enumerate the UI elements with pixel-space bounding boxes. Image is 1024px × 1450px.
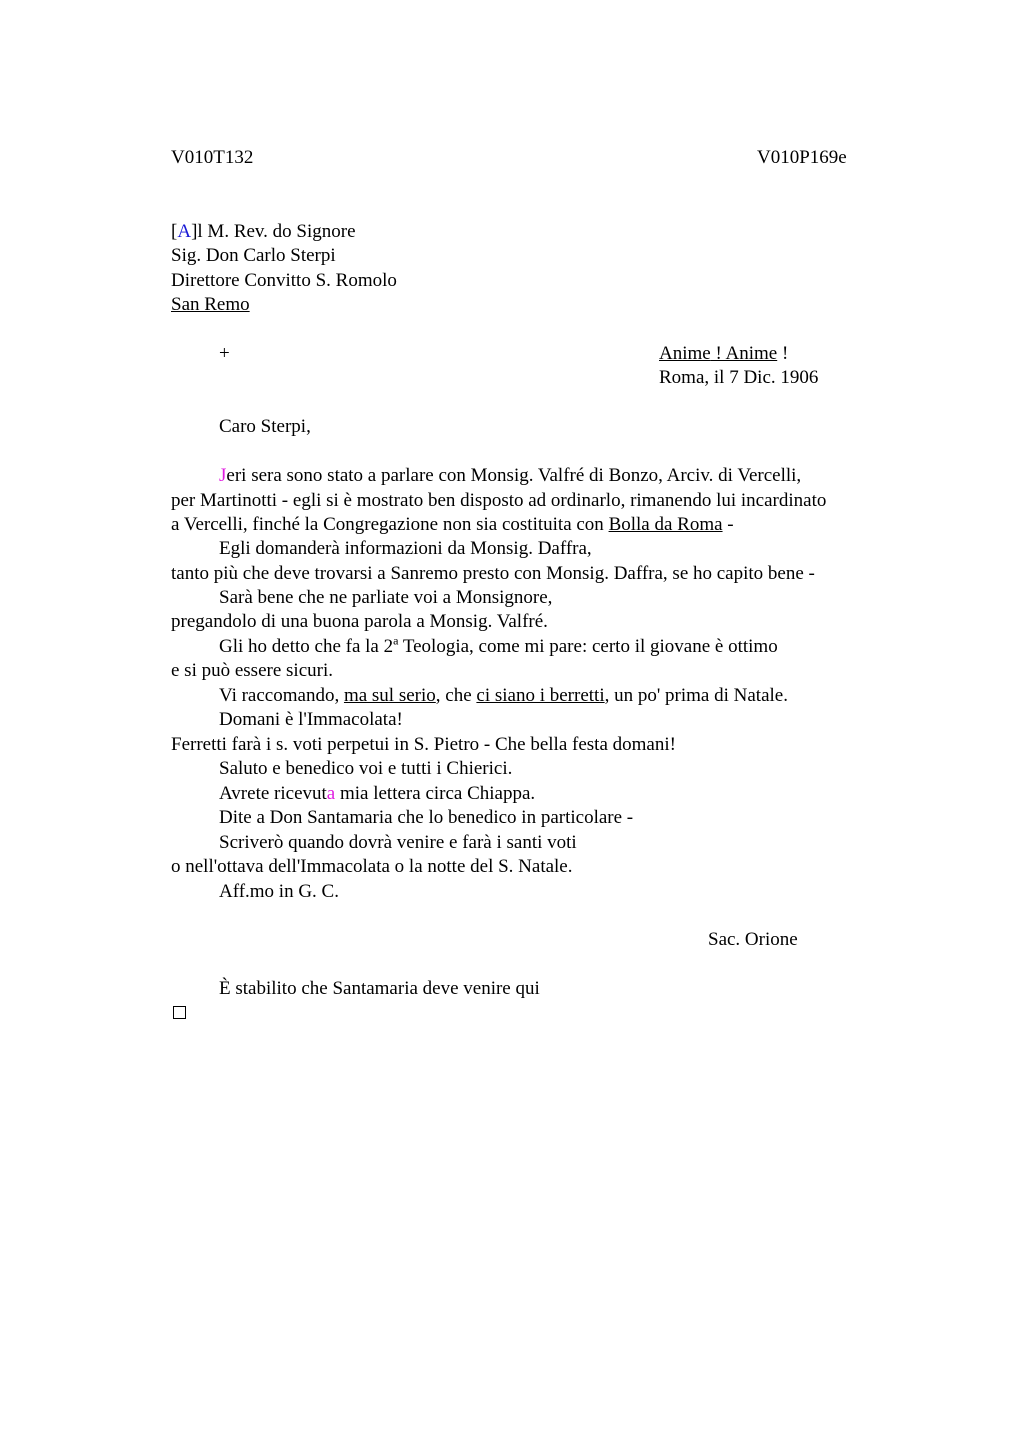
body-line-14-end: mia lettera circa Chiappa. <box>335 783 536 804</box>
address-city: San Remo <box>171 294 250 315</box>
body-line-3 <box>171 513 734 537</box>
signature: Sac. Orione <box>708 929 798 950</box>
body-line-14 <box>219 782 535 806</box>
body-line-13: Saluto e benedico voi e tutti i Chierici. <box>219 758 513 779</box>
body-line-8 <box>219 635 778 659</box>
closing: Aff.mo in G. C. <box>219 881 339 902</box>
restored-initial-j: J <box>219 465 227 486</box>
motto-word-1: Anime <box>659 343 711 364</box>
restored-letter-a: a <box>326 783 336 804</box>
postscript: È stabilito che Santamaria deve venire qui <box>219 978 540 999</box>
ma-sul-serio: ma sul serio <box>343 685 436 706</box>
body-line-11: Domani è l'Immacolata! <box>219 709 403 730</box>
motto <box>659 342 788 366</box>
body-line-3-end: - <box>722 514 734 535</box>
ci-siano-i-berretti: ci siano i berretti <box>476 685 605 706</box>
body-line-7: pregandolo di una buona parola a Monsig. Valfré. <box>171 611 548 632</box>
body-line-10-mid: , che <box>435 685 477 706</box>
body-line-10-start: Vi raccomando, <box>219 685 344 706</box>
motto-word-2: Anime <box>725 343 778 364</box>
body-line-1 <box>219 464 801 488</box>
body-line-5: tanto più che deve trovarsi a Sanremo presto con Monsig. Daffra, se ho capito bene - <box>171 563 815 584</box>
bolla-da-roma: Bolla da Roma <box>608 514 723 535</box>
empty-box-symbol <box>173 1006 186 1019</box>
body-line-6: Sarà bene che ne parliate voi a Monsignore, <box>219 587 553 608</box>
body-line-15: Dite a Don Santamaria che lo benedico in particolare - <box>219 807 634 828</box>
date-line: Roma, il 7 Dic. 1906 <box>659 367 819 388</box>
address-line-3: Direttore Convitto S. Romolo <box>171 270 397 291</box>
body-line-10-end: , un po' prima di Natale. <box>604 685 788 706</box>
ordinal-superscript: a <box>393 633 399 648</box>
address-line-1 <box>171 220 356 244</box>
cross-symbol: + <box>219 343 230 364</box>
body-line-4: Egli domanderà informazioni da Monsig. Daffra, <box>219 538 592 559</box>
motto-separator: ! <box>710 343 726 364</box>
body-line-17: o nell'ottava dell'Immacolata o la notte del S. Natale. <box>171 856 573 877</box>
document-code-left: V010T132 <box>171 147 254 168</box>
body-line-16: Scriverò quando dovrà venire e farà i santi voti <box>219 832 577 853</box>
motto-end: ! <box>777 343 789 364</box>
body-line-8-start: Gli ho detto che fa la 2 <box>219 636 394 657</box>
address-line-2: Sig. Don Carlo Sterpi <box>171 245 336 266</box>
document-code-right: V010P169e <box>757 147 847 168</box>
body-line-2: per Martinotti - egli si è mostrato ben disposto ad ordinarlo, rimanendo lui incardinato <box>171 490 827 511</box>
address-line-1-rest: ]l M. Rev. do Signore <box>191 221 356 242</box>
body-line-14-start: Avrete ricevut <box>219 783 327 804</box>
body-line-12: Ferretti farà i s. voti perpetui in S. Pietro - Che bella festa domani! <box>171 734 676 755</box>
body-line-9: e si può essere sicuri. <box>171 660 333 681</box>
restored-initial: A <box>177 221 192 242</box>
body-line-1-rest: eri sera sono stato a parlare con Monsig. Valfré di Bonzo, Arciv. di Vercelli, <box>226 465 802 486</box>
body-line-8-end: Teologia, come mi pare: certo il giovane è ottimo <box>398 636 778 657</box>
salutation: Caro Sterpi, <box>219 416 311 437</box>
body-line-10 <box>219 684 788 708</box>
body-line-3-start: a Vercelli, finché la Congregazione non sia costituita con <box>171 514 609 535</box>
bracket-open: [ <box>171 221 178 242</box>
